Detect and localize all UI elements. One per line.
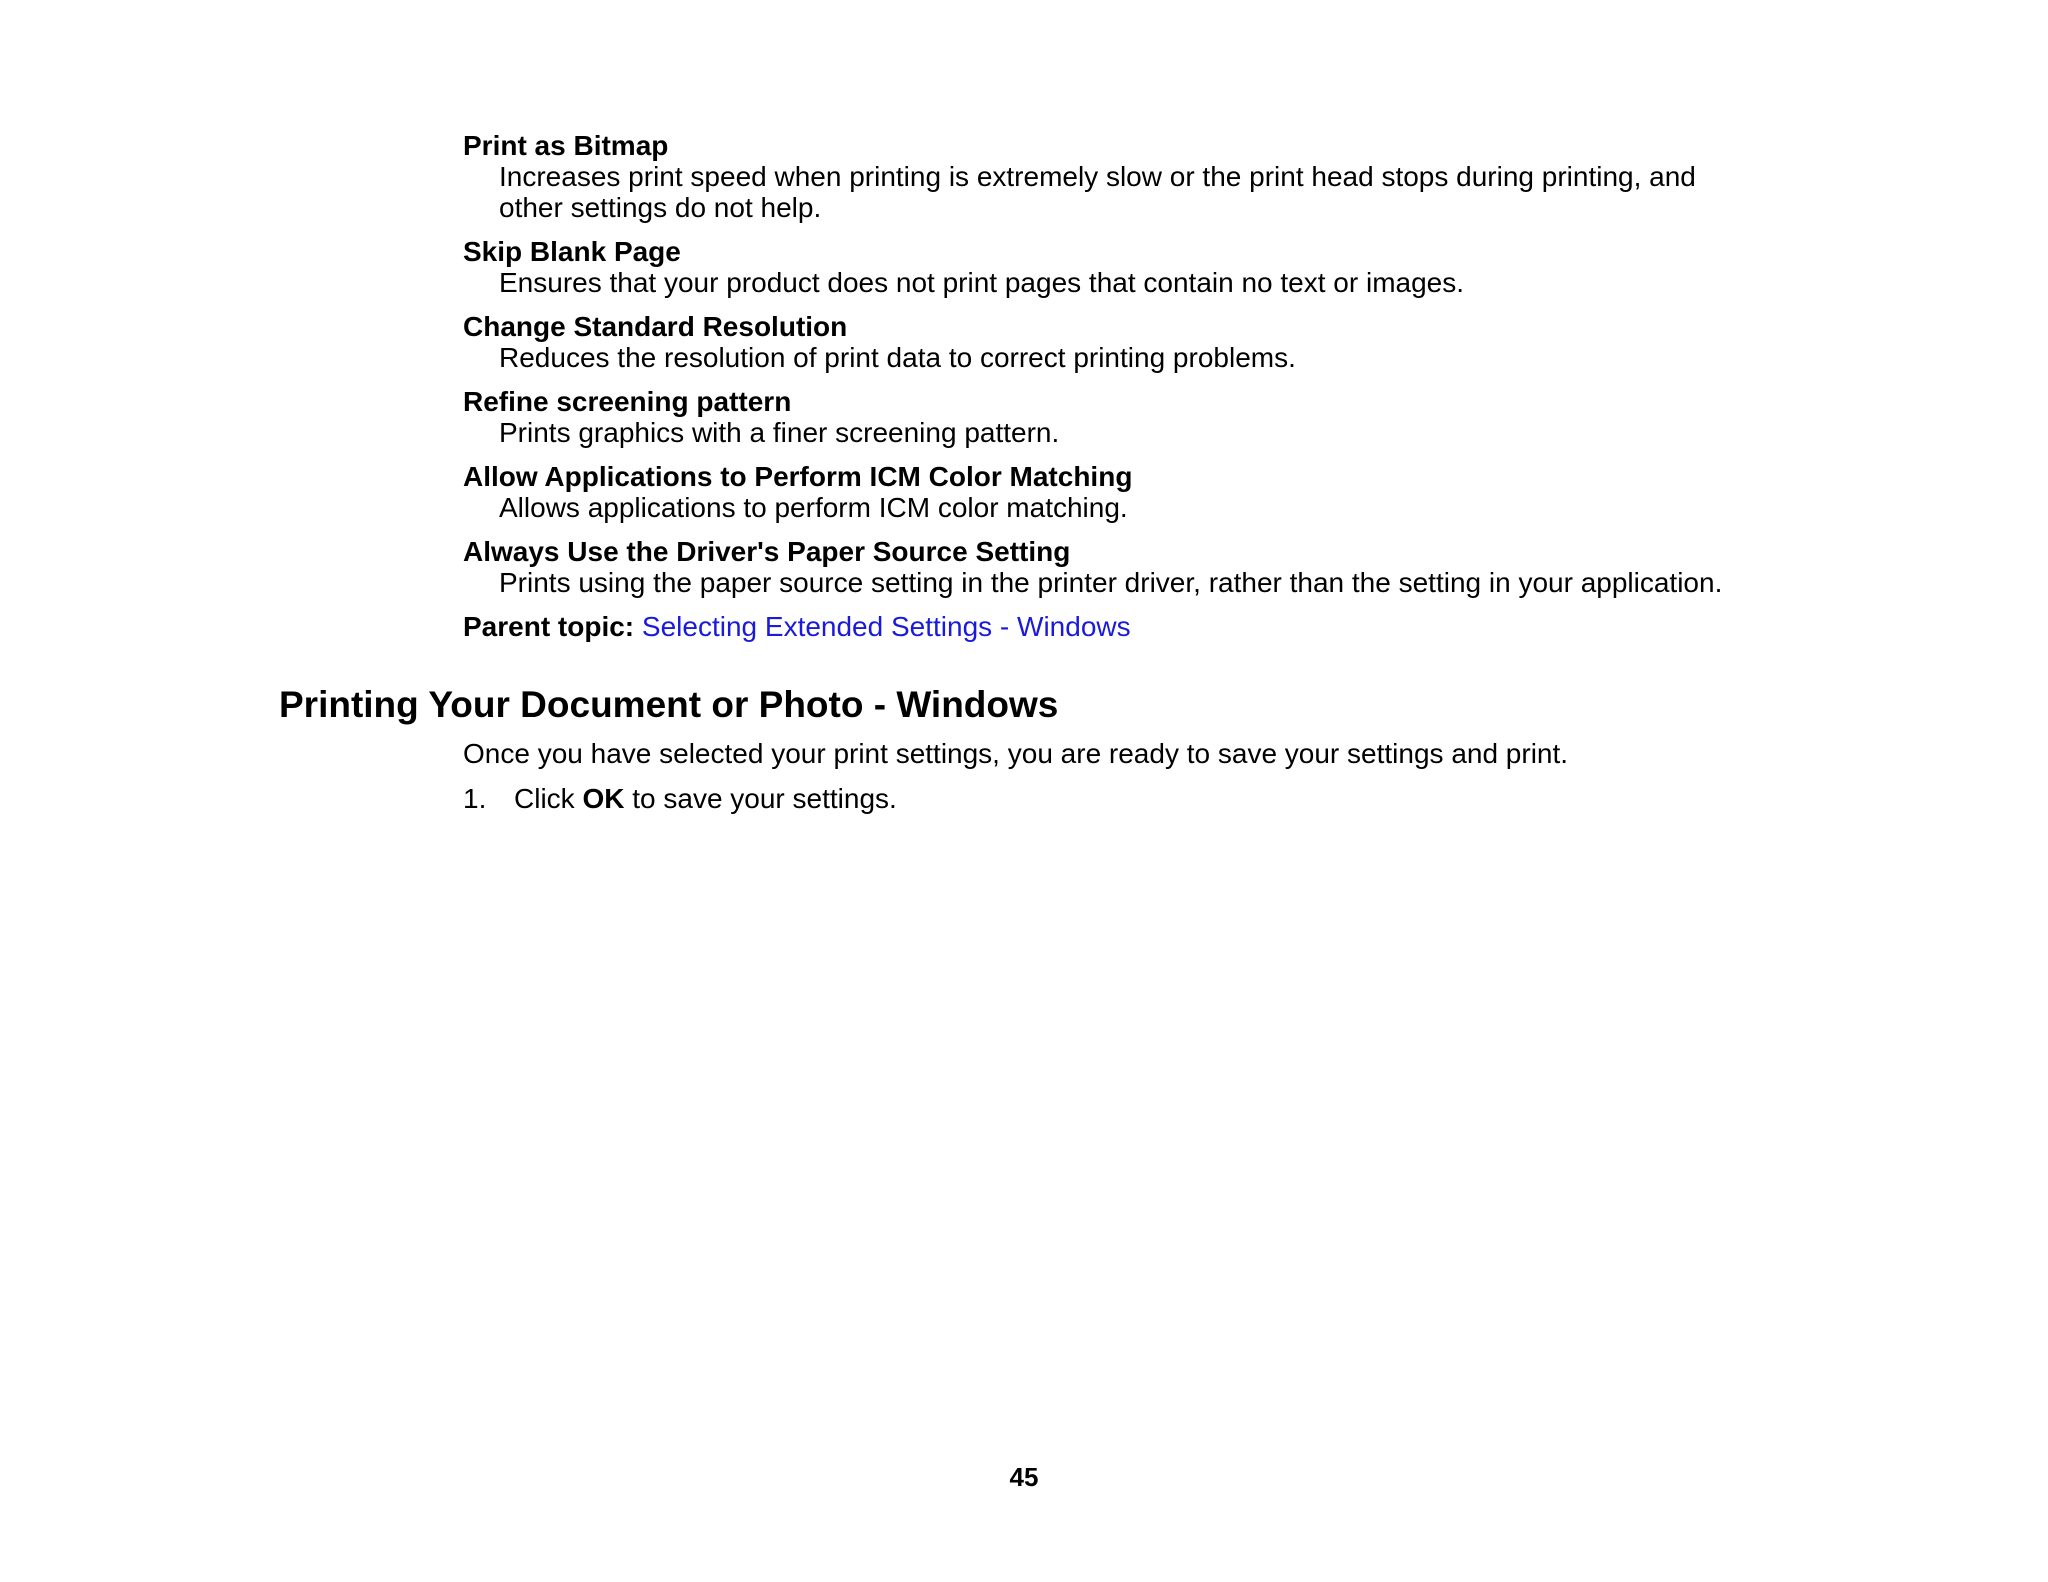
step-text — [514, 783, 897, 814]
setting-print-as-bitmap — [463, 130, 1763, 223]
setting-description: Reduces the resolution of print data to correct printing problems. — [499, 342, 1296, 373]
setting-description: Allows applications to perform ICM color matching. — [499, 492, 1128, 523]
setting-refine-screening-pattern — [463, 386, 1763, 448]
parent-topic — [463, 611, 1763, 642]
setting-allow-icm-color-matching — [463, 461, 1763, 523]
setting-name: Allow Applications to Perform ICM Color Matching — [463, 461, 1133, 492]
setting-description: Increases print speed when printing is extremely slow or the print head stops during printing, and other settings do not help. — [499, 161, 1696, 223]
step-emphasis: OK — [582, 783, 625, 814]
setting-always-use-driver-paper-source — [463, 536, 1763, 598]
step-prefix: Click — [514, 783, 575, 814]
setting-description: Prints graphics with a finer screening pattern. — [499, 417, 1060, 448]
parent-topic-label: Parent topic: — [463, 611, 635, 642]
setting-name: Change Standard Resolution — [463, 311, 848, 342]
setting-change-standard-resolution — [463, 311, 1763, 373]
setting-name: Print as Bitmap — [463, 130, 669, 161]
section-intro: Once you have selected your print settings, you are ready to save your settings and print. — [463, 738, 1569, 769]
section-body — [463, 738, 1763, 814]
page-number: 45 — [1009, 1462, 1039, 1492]
setting-name: Always Use the Driver's Paper Source Setting — [463, 536, 1071, 567]
setting-skip-blank-page — [463, 236, 1763, 298]
step-item — [463, 783, 1763, 814]
setting-description: Prints using the paper source setting in the printer driver, rather than the setting in your application. — [499, 567, 1723, 598]
section-title: Printing Your Document or Photo - Windows — [279, 684, 1059, 725]
parent-topic-link[interactable]: Selecting Extended Settings - Windows — [641, 611, 1131, 642]
settings-list — [463, 130, 1763, 642]
step-suffix: to save your settings. — [632, 783, 897, 814]
step-number: 1. — [463, 783, 487, 814]
setting-name: Skip Blank Page — [463, 236, 681, 267]
setting-description: Ensures that your product does not print pages that contain no text or images. — [499, 267, 1465, 298]
setting-name: Refine screening pattern — [463, 386, 792, 417]
